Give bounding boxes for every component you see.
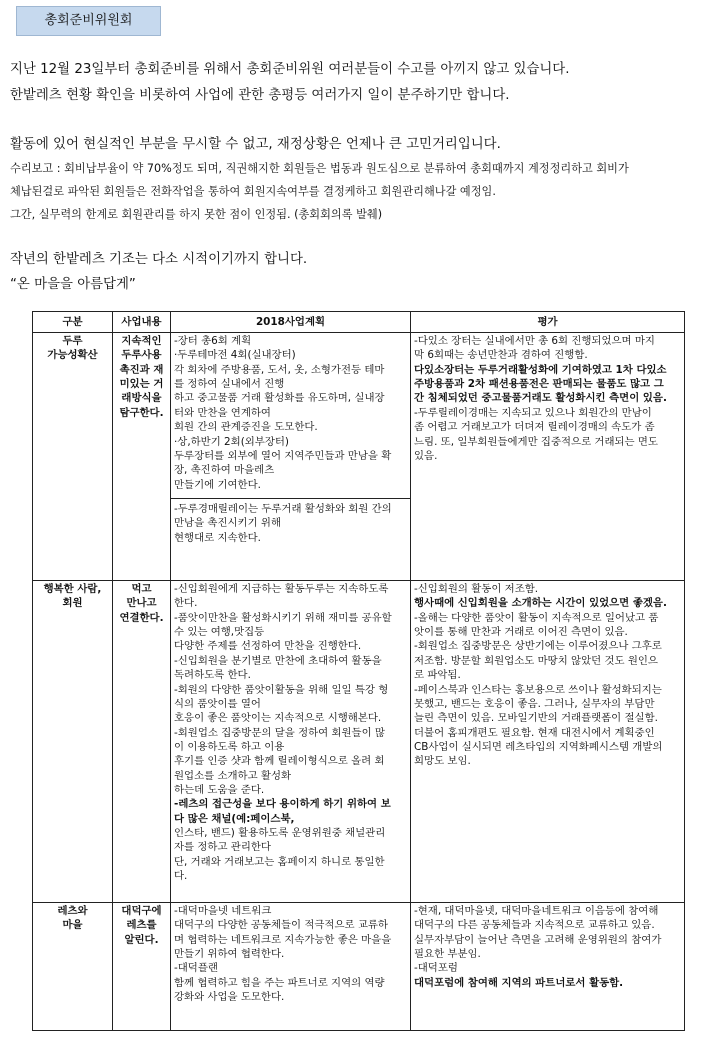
intro-paragraph-2: 한밭레츠 현황 확인을 비롯하여 사업에 관한 총평등 여러가지 일이 분주하기만 합니다.	[10, 88, 510, 103]
report-line-2: 체납된걸로 파악된 회원들은 전화작업을 통하여 회원지속여부를 결정케하고 회원관리해나갈 예정임.	[10, 185, 496, 198]
row-category: 두루 가능성확산	[33, 333, 113, 581]
intro-paragraph-4: 작년의 한밭레츠 기조는 다소 시적이기까지 합니다.	[10, 252, 308, 267]
header-evaluation: 평가	[411, 312, 685, 333]
section-title: 총회준비위원회	[16, 6, 161, 36]
slogan: “온 마을을 아름답게”	[10, 277, 136, 292]
intro-paragraph-3: 활동에 있어 현실적인 부분을 무시할 수 없고, 재정상황은 언제나 큰 고민거리입니다.	[10, 137, 501, 152]
table-row	[33, 903, 685, 1031]
row-plan: -대덕마을넷 네트워크 대덕구의 다양한 공동체들이 적극적으로 교류하 며 협력하는 네트워크로 지속가능한 좋은 마을을 만들기 위하여 협력한다. -대덕플랜 함께 협력하고 힘을 주는 파트너로 지역의 역량 강화와 사업을 도모한다.	[171, 903, 411, 1031]
row-plan: -신입회원에게 지급하는 활동두루는 지속하도록 한다. -품앗이만찬을 활성화시키기 위해 재미를 공유할 수 있는 여행,맛집등 다양한 주제를 선정하여 만찬을 진행한다. -신입회원을 분기별로 만찬에 초대하여 활동을 독려하도록 한다. -회원의 다양한 품앗이활동을 위해 일일 특강 형 식의 품앗이를 열어 호응이 좋은 품앗이는 지속적으로 시행해본다. -회원업소 집중방문의 달을 정하여 회원들이 많 이 이용하도록 하고 이용 후기를 인증 샷과 함께 릴레이형식으로 올려 회 원업소를 소개하고 활성화 하는데 도움을 준다. -레츠의 접근성을 보다 용이하게 하기 위하여 보 다 많은 채널(예:페이스북, 인스타, 밴드) 활용하도록 운영위원중 채널관리 자를 정하고 관리한다 단, 거래와 거래보고는 홈페이지 하니로 통일한 다.	[171, 581, 411, 903]
header-content: 사업내용	[113, 312, 171, 333]
table-header-row	[33, 312, 685, 333]
report-note: 그간, 실무력의 한계로 회원관리를 하지 못한 점이 인정됨. (총회회의록 발췌)	[10, 208, 383, 221]
plan-subsection: -두루경매릴레이는 두루거래 활성화와 회원 간의 만남을 촉진시키기 위해 현행대로 지속한다.	[171, 498, 410, 545]
row-category: 행복한 사람, 회원	[33, 581, 113, 903]
table-row	[33, 581, 685, 903]
row-evaluation: -현재, 대덕마을넷, 대덕마을네트워크 이음등에 참여해 대덕구의 다른 공동체들과 지속적으로 교류하고 있음. 실무자부담이 늘어난 측면을 고려해 운영위원의 참여가 필요한 부분임. -대덕포럼 대덕포럼에 참여해 지역의 파트너로서 활동함.	[411, 903, 685, 1031]
row-evaluation: -신입회원의 활동이 저조함. 행사때에 신입회원을 소개하는 시간이 있었으면 좋겠음. -올해는 다양한 품앗이 활동이 지속적으로 일어났고 품 앗이를 통해 만찬과 거래로 이어진 측면이 있음. -회원업소 집중방문은 상반기에는 이루어졌으나 그후로 저조함. 방문할 회원업소도 마땅치 않았던 것도 원인으 로 파악됨. -페이스북과 인스타는 홍보용으로 쓰이나 활성화되지는 못했고, 밴드는 호응이 좋음. 그러나, 실무자의 부담만 늘린 측면이 있음. 모바일기반의 거래플랫폼이 절실함. 더불어 홈피개편도 필요함. 현재 대전시에서 계획중인 CB사업이 실시되면 레츠타입의 지역화폐시스템 개발의 희망도 보임.	[411, 581, 685, 903]
row-content: 대덕구에 레츠를 알린다.	[113, 903, 171, 1031]
table-row	[33, 333, 685, 581]
header-plan: 2018사업계획	[171, 312, 411, 333]
row-evaluation: -다있소 장터는 실내에서만 총 6회 진행되었으며 마지 막 6회때는 송년만찬과 겸하여 진행함. 다있소장터는 두루거래활성화에 기여하였고 1차 다있소 주방용품과 2차 패션용품전은 판매되는 물품도 많고 그 간 침체되었던 중고물품거래도 활성화시킨 측면이 있음. -두루릴레이경매는 지속되고 있으나 회원간의 만남이 좀 어렵고 거래보고가 더뎌져 릴레이경매의 속도가 좀 느림. 또, 일부회원들에게만 집중적으로 거래되는 면도 있음.	[411, 333, 685, 581]
intro-paragraph-1: 지난 12월 23일부터 총회준비를 위해서 총회준비위원 여러분들이 수고를 아끼지 않고 있습니다.	[10, 62, 570, 77]
header-category: 구분	[33, 312, 113, 333]
row-plan: -장터 총6회 계획 ·두루테마전 4회(실내장터) 각 회차에 주방용품, 도서, 옷, 소형가전등 테마 를 정하여 실내에서 진행 하고 중고물품 거래 활성화를 유도하며, 실내장 터와 만찬을 연계하여 회원 간의 관계증진을 도모한다. ·상,하반기 2회(외부장터) 두루장터를 외부에 열어 지역주민들과 만남을 확 장, 촉진하여 마을레츠 만들기에 기여한다. -두루경매릴레이는 두루거래 활성화와 회원 간의 만남을 촉진시키기 위해 현행대로 지속한다.	[171, 333, 411, 581]
row-content: 먹고 만나고 연결한다.	[113, 581, 171, 903]
report-line-1: 수리보고 : 회비납부율이 약 70%정도 되며, 직권해지한 회원들은 법동과 원도심으로 분류하여 총회때까지 계정정리하고 회비가	[10, 162, 629, 175]
row-category: 레츠와 마을	[33, 903, 113, 1031]
row-content: 지속적인 두루사용 촉진과 재 미있는 거 래방식을 탐구한다.	[113, 333, 171, 581]
business-plan-table	[32, 311, 685, 1031]
